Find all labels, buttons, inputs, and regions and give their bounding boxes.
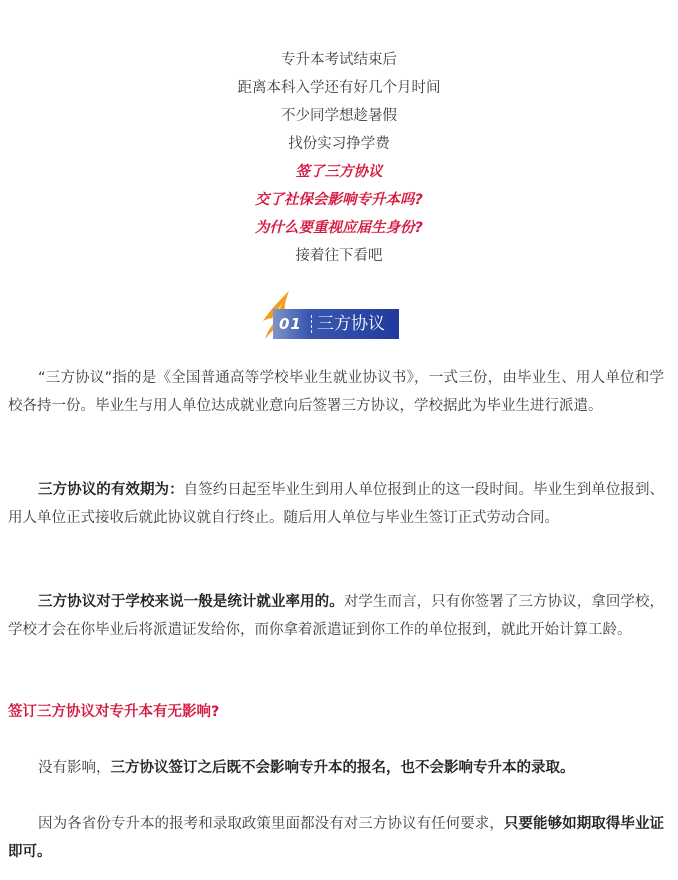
paragraph-text: 对学生而言，只有你签署了三方协议，拿回学校，学校才会在你毕业后将派遣证发给你，而你拿着派遣证到你工作的单位报到，就此开始计算工龄。 <box>8 594 665 638</box>
paragraph-text: 因为各省份专升本的报考和录取政策里面都没有对三方协议有任何要求， <box>38 816 504 832</box>
section-header <box>259 291 409 341</box>
paragraph-bold: 只要能够如期取得毕业证即可。 <box>8 816 665 860</box>
paragraph-text: 自签约日起至毕业生到用人单位报到止的这一段时间。毕业生到单位报到、用人单位正式接收后就此协议就自行终止。随后用人单位与毕业生签订正式劳动合同。 <box>8 482 664 526</box>
intro-line: 找份实习挣学费 <box>288 136 390 152</box>
paragraph-answer <box>8 754 664 782</box>
paragraph-bold: 三方协议的有效期为： <box>38 482 184 498</box>
section-number: 01 <box>279 315 302 333</box>
intro-line: 专升本考试结束后 <box>281 52 397 68</box>
question-heading: 签订三方协议对专升本有无影响? <box>8 704 220 720</box>
intro-highlight-line: 交了社保会影响专升本吗? <box>255 192 423 208</box>
intro-line: 不少同学想趁暑假 <box>281 108 397 124</box>
section-title-bar <box>273 309 399 339</box>
paragraph-definition <box>8 364 664 420</box>
paragraph-text: 没有影响， <box>38 760 111 776</box>
section-divider <box>311 315 312 333</box>
paragraph-reason <box>8 810 664 866</box>
intro-line: 接着往下看吧 <box>295 248 383 264</box>
paragraph-bold: 三方协议签订之后既不会影响专升本的报名，也不会影响专升本的录取。 <box>110 760 575 776</box>
paragraph-purpose <box>8 588 664 644</box>
intro-block <box>0 46 678 270</box>
intro-highlight-line: 为什么要重视应届生身份? <box>255 220 423 236</box>
paragraph-validity <box>8 476 664 532</box>
intro-line: 距离本科入学还有好几个月时间 <box>237 80 441 96</box>
intro-highlight-line: 签了三方协议 <box>295 164 383 180</box>
section-title: 三方协议 <box>317 314 385 334</box>
paragraph-bold: 三方协议对于学校来说一般是统计就业率用的。 <box>38 594 344 610</box>
paragraph-text: “三方协议”指的是《全国普通高等学校毕业生就业协议书》，一式三份，由毕业生、用人单位和学校各持一份。毕业生与用人单位达成就业意向后签署三方协议，学校据此为毕业生进行派遣。 <box>8 370 664 414</box>
